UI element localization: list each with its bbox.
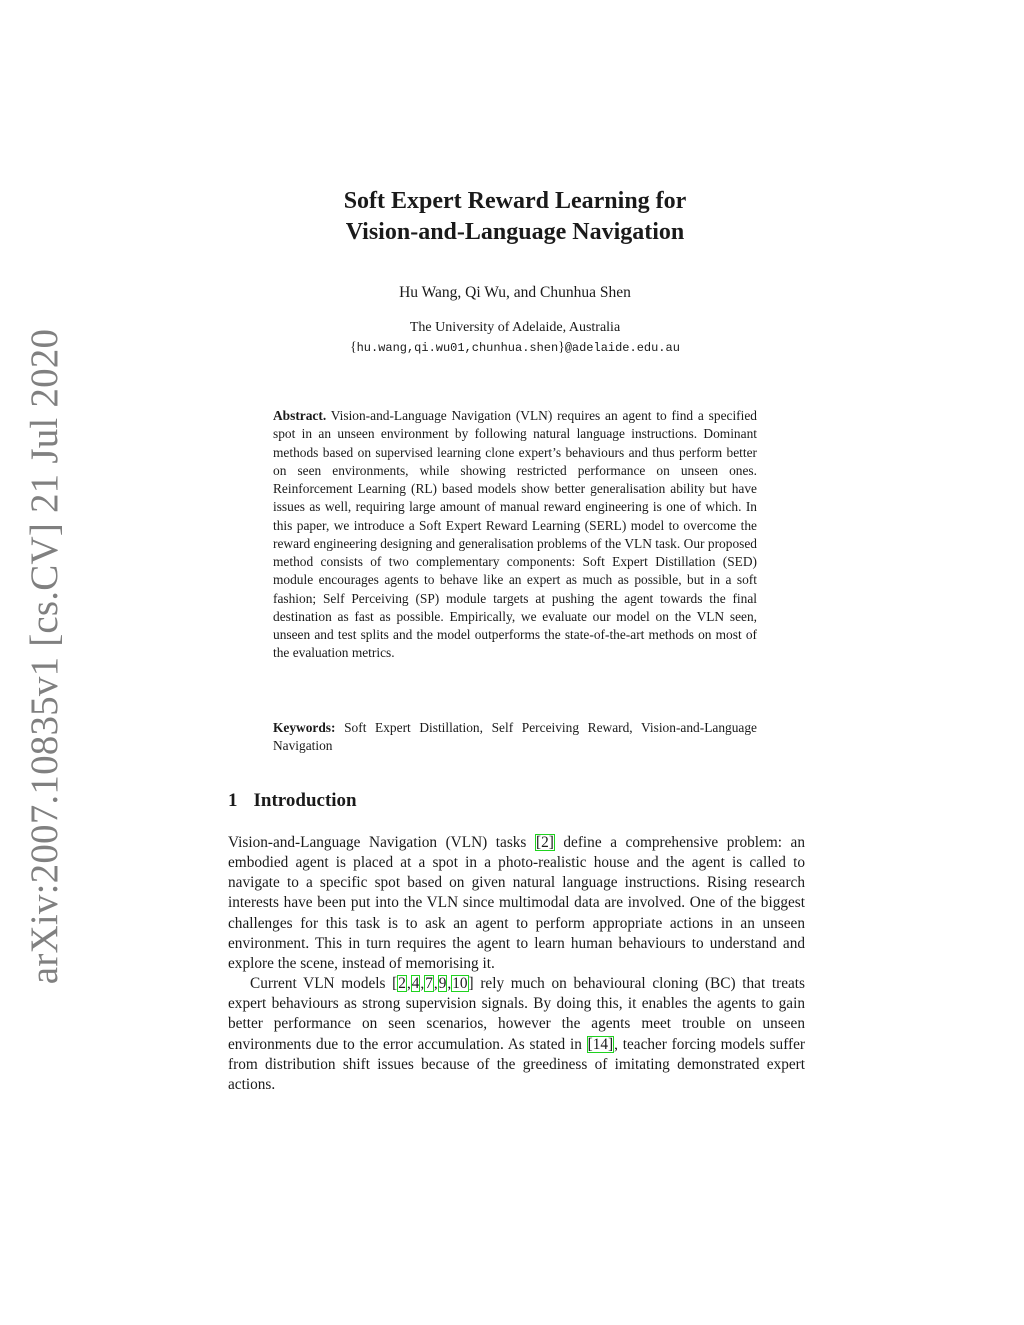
paper-title: [230, 186, 800, 248]
email-usernames: hu.wang,qi.wu01,chunhua.shen: [356, 341, 559, 355]
keywords-text: Soft Expert Distillation, Self Perceiving Reward, Vision-and-Language Navigation: [273, 720, 757, 754]
author-list: Hu Wang, Qi Wu, and Chunhua Shen: [399, 284, 631, 301]
title-line-2: Vision-and-Language Navigation: [345, 219, 685, 245]
citation-link-7[interactable]: 7: [425, 975, 433, 993]
paragraph-2-text-b: rely much on behavioural cloning (BC) that treats expert behaviours as strong supervision signals. By doing this, it enables the agents to gain better performance on seen scenarios, however the agents meet trouble on unseen environments due to the error accumulation. As stated in: [228, 975, 805, 1053]
title-line-1: Soft Expert Reward Learning for: [343, 188, 687, 214]
paragraph-2-text-c: , teacher forcing models suffer from distribution shift issues because of the greediness of imitating demonstrated expert actions.: [228, 1035, 805, 1093]
email-brace-open: {: [350, 339, 357, 354]
introduction-body: [228, 833, 805, 1095]
keywords-block: [273, 719, 757, 756]
section-title: Introduction: [253, 790, 357, 811]
section-heading-introduction: [228, 790, 357, 812]
paragraph-2-text-a: Current VLN models: [250, 975, 393, 993]
paragraph-2: Current VLN models [2,4,7,9,10] rely much on behavioural cloning (BC) that treats expert behaviours as strong supervision signals. By doing this, it enables the agents to gain better performance on seen scenarios, however the agents meet trouble on unseen environments due to the error accumulation. As stated in [14], teacher forcing models suffer from distribution shift issues because of the greediness of imitating demonstrated expert actions.: [228, 975, 805, 1093]
email-domain: @adelaide.edu.au: [564, 341, 680, 355]
citation-bracket-close: ]: [468, 975, 474, 993]
arxiv-identifier: arXiv:2007.10835v1 [cs.CV] 21 Jul 2020: [23, 328, 67, 984]
affiliation: The University of Adelaide, Australia: [409, 320, 621, 335]
citation-link-9[interactable]: 9: [438, 975, 447, 993]
citation-link-14[interactable]: [14]: [587, 1035, 614, 1053]
abstract-text: Vision-and-Language Navigation (VLN) requires an agent to find a specified spot in an unseen environment by following natural language instructions. Dominant methods based on supervised learning clone expert’s behaviours and thus perform better on seen environments, while showing restricted performance on unseen ones. Reinforcement Learning (RL) based models show better generalisation ability but have issues as well, requiring large amount of manual reward engineering is one of which. In this paper, we introduce a Soft Expert Reward Learning (SERL) model to overcome the reward engineering designing and generalisation problems of the VLN task. Our proposed method consists of two complementary components: Soft Expert Distillation (SED) module encourages agents to behave like an expert as much as possible, but in a soft fashion; Self Perceiving (SP) module targets at pushing the agent towards the final destination as fast as possible. Empirically, we evaluate our model on the VLN seen, unseen and test splits and the model outperforms the state-of-the-art methods on most of the evaluation metrics.: [273, 408, 757, 661]
abstract-block: [273, 407, 757, 663]
citation-link-2b[interactable]: 2: [398, 975, 406, 993]
citation-link-10[interactable]: 10: [452, 975, 468, 993]
keywords-label: Keywords:: [273, 720, 336, 735]
author-emails: [230, 339, 800, 355]
abstract-label: Abstract.: [273, 408, 327, 423]
arxiv-identifier-stamp: [20, 328, 70, 984]
paragraph-1-text-a: Vision-and-Language Navigation (VLN) tasks: [228, 834, 535, 851]
section-number: 1: [228, 790, 238, 811]
citation-link-4[interactable]: 4: [411, 975, 420, 993]
citation-link-2[interactable]: [2]: [535, 834, 554, 851]
paragraph-1: [228, 833, 805, 974]
citation-bracket-open: [: [392, 975, 398, 993]
paragraph-1-text-b: define a comprehensive problem: an embodied agent is placed at a spot in a photo-realistic house and the agent is called to navigate to a specific spot based on given natural language instructions. Rising research interests have been put into the VLN since multimodal data are involved. One of the biggest challenges for this task is to ask an agent to perform appropriate actions in an unseen environment. This in turn requires the agent to learn human behaviours to understand and explore the scene, instead of memorising it.: [228, 834, 805, 972]
email-brace-close: }: [558, 339, 565, 354]
